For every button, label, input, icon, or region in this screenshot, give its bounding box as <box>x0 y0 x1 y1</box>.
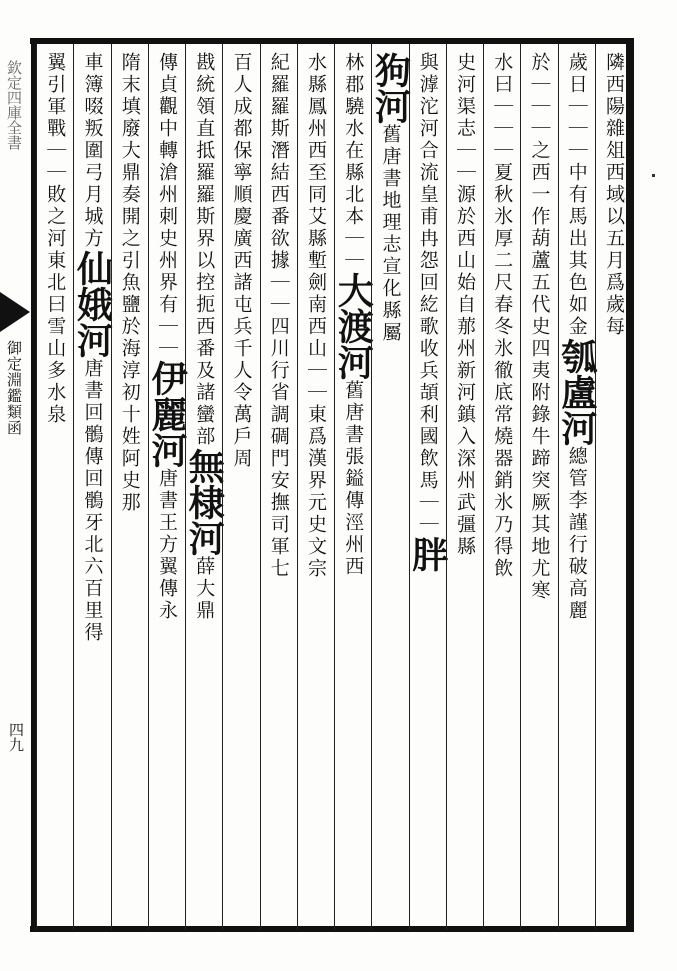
text-column <box>520 44 557 930</box>
text-run: 傳貞觀中轉滄州刺史州界有｜｜ <box>156 52 178 360</box>
page-number: 四九 <box>7 722 25 752</box>
headword: 狗河 <box>369 52 412 124</box>
text-run: 史河渠志｜｜源於西山始自𦰡州新河鎮入深州武彊縣 <box>454 52 476 558</box>
text-run: 總管李謹行破高麗 <box>565 446 588 622</box>
text-column <box>36 44 73 930</box>
headword: 大渡河 <box>332 272 375 380</box>
text-run: 車簿啜叛圍弓月城方 <box>81 52 104 250</box>
text-run: 翼引軍戰｜｜敗之 <box>44 52 67 228</box>
headword: 仙娥河 <box>71 250 114 358</box>
headword: 胖 <box>406 536 449 572</box>
text-column <box>332 44 375 930</box>
text-run: 薛大鼎 <box>193 556 216 622</box>
headword: 無棣河 <box>183 448 226 556</box>
text-column <box>406 44 449 930</box>
book-title: 欽定四庫全書 <box>5 60 23 150</box>
text-run: 與滹沱河合流皇甫冉怨回紇歌收兵頡利國飲馬｜｜ <box>416 52 439 536</box>
text-run: 林郡驍水在縣北本｜｜ <box>342 52 365 272</box>
section-title: 御定淵鑑類函 <box>5 340 23 436</box>
text-run: 河東北曰雪山多水泉 <box>44 228 67 426</box>
ink-speck <box>652 174 655 177</box>
text-column <box>222 44 259 930</box>
text-run: 隣西陽雜俎西域以五月爲歲每 <box>603 52 625 338</box>
text-column <box>446 44 483 930</box>
text-run: 水曰｜｜｜夏秋氷厚二尺春冬氷徹底常燒器銷氷乃得飲 <box>491 52 514 580</box>
text-run: 隋末填廢大鼎奏開之引魚鹽於海淳初十姓阿史那 <box>118 52 141 514</box>
text-column <box>71 44 114 930</box>
text-run: 唐書回鶻傳回鶻牙北六百里得 <box>81 358 104 644</box>
text-column <box>260 44 297 930</box>
text-columns <box>36 44 632 930</box>
headword: 伊麗河 <box>146 360 188 468</box>
text-run: 紀羅羅斯潛結西番欲據｜｜四川行省調碉門安撫司軍七 <box>267 52 290 580</box>
text-column <box>111 44 148 930</box>
text-column <box>483 44 520 930</box>
text-column <box>555 44 598 930</box>
text-run: 水縣鳳州西至同艾縣塹劍南西山｜｜東爲漢界元史文宗 <box>305 52 327 580</box>
text-run: 舊唐書地理志宣化縣屬 <box>379 124 402 344</box>
text-column <box>369 44 412 930</box>
text-column <box>297 44 334 930</box>
text-run: 於｜｜｜之西一作葫蘆五代史四夷附錄牛蹄突厥其地尤寒 <box>528 52 551 602</box>
text-run: 舊唐書張鎰傳涇州西 <box>342 380 365 578</box>
text-column <box>146 44 188 930</box>
text-column <box>595 44 632 930</box>
text-run: 唐書王方翼傳永 <box>156 468 178 622</box>
text-column <box>183 44 226 930</box>
headword: 瓠盧河 <box>555 338 598 446</box>
text-run: 百人成都保寧順慶廣西諸屯兵千人令萬戶周 <box>230 52 253 470</box>
text-run: 歲日｜｜｜中有馬出其色如金 <box>565 52 588 338</box>
text-run: 戡統領直抵羅羅斯界以控扼西番及諸蠻部 <box>193 52 216 448</box>
